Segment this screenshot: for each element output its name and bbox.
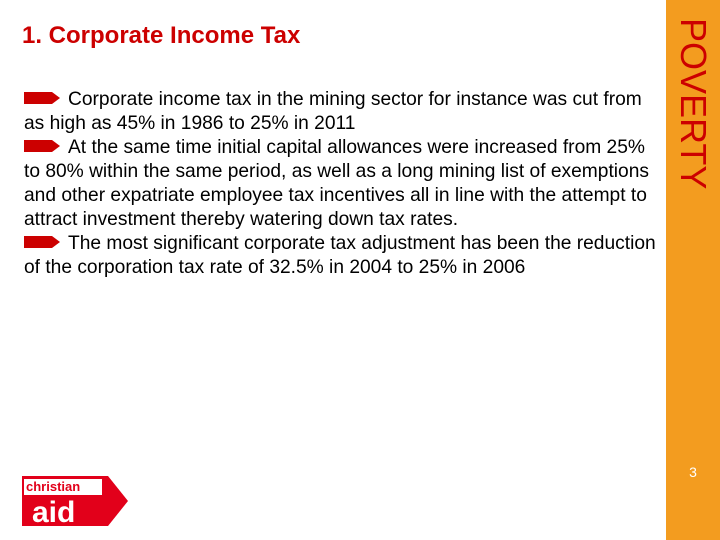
bullet-text: Corporate income tax in the mining sector for instance was cut from as high as 45% in 1986 to 25% in 2011	[24, 89, 642, 134]
logo-bottom-text: aid	[32, 496, 76, 526]
bullet-text: The most significant corporate tax adjustment has been the reduction of the corporation tax rate of 32.5% in 2004 to 25% in 2006	[24, 233, 656, 278]
sidebar-word: POVERTY	[673, 18, 714, 190]
bullet-item	[24, 88, 656, 136]
red-arrow-bullet-icon	[24, 90, 66, 106]
page-number: 3	[689, 464, 697, 480]
bullet-item	[24, 232, 656, 280]
slide-title: 1. Corporate Income Tax	[22, 22, 301, 49]
bullet-item	[24, 136, 656, 232]
christian-aid-logo	[22, 476, 128, 526]
red-arrow-bullet-icon	[24, 138, 66, 154]
sidebar-band	[666, 0, 720, 540]
red-arrow-bullet-icon	[24, 234, 66, 250]
bullet-text: At the same time initial capital allowances were increased from 25% to 80% within the same period, as well as a long mining list of exemptions and other expatriate employee tax incentives all in line with the attempt to attract investment thereby watering down tax rates.	[24, 137, 649, 230]
logo-top-text: christian	[26, 479, 81, 494]
bullet-list	[24, 88, 656, 280]
